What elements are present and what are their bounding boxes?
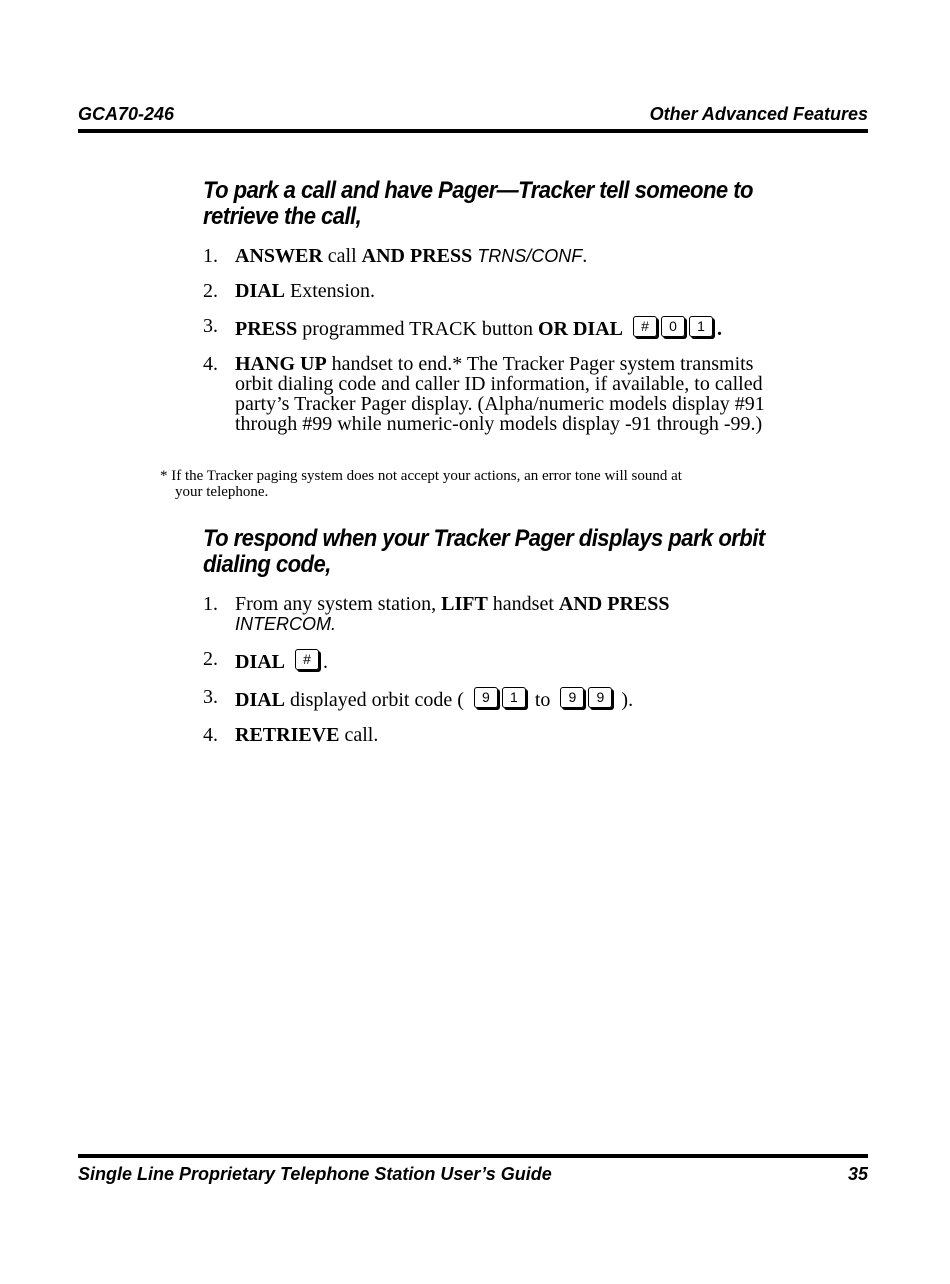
page-number: 35 [847, 1164, 868, 1184]
step-item: 2. DIAL # . [203, 648, 329, 673]
page-header [78, 104, 868, 133]
document-id: GCA70-246 [78, 104, 175, 124]
keypad-key-icon: 1 [689, 316, 713, 337]
step-item: 4. HANG UP handset to end.* The Tracker Pager system transmits orbit dialing code and caller ID information, if available, to called party’s Tracker Pager display. (Alpha/numeric models display #91 through #99 while numeric-only models display -91 through -99.) [203, 353, 765, 435]
keypad-key-icon: 9 [474, 687, 498, 708]
section-park-call [203, 178, 783, 449]
step-list [203, 594, 783, 745]
keypad-key-icon: 9 [560, 687, 584, 708]
page-footer [78, 1154, 868, 1185]
footnote: * If the Tracker paging system does not accept your actions, an error tone will sound at your telephone. [160, 468, 682, 500]
step-item: 3. PRESS programmed TRACK button OR DIAL # 0 1 . [203, 315, 722, 340]
step-list [203, 246, 783, 434]
keypad-key-icon: 9 [588, 687, 612, 708]
keypad-key-icon: # [295, 649, 319, 670]
keypad-key-icon: # [633, 316, 657, 337]
step-item: 4. RETRIEVE call. [203, 724, 379, 746]
section-respond-page [203, 526, 783, 760]
step-item: 1. From any system station, LIFT handset AND PRESS INTERCOM. [203, 593, 670, 634]
step-item: 1. ANSWER call AND PRESS TRNS/CONF. [203, 245, 588, 267]
keypad-key-icon: 0 [661, 316, 685, 337]
step-item: 3. DIAL displayed orbit code ( 9 1 to 9 9 ). [203, 686, 634, 711]
step-item: 2. DIAL Extension. [203, 280, 376, 302]
section-title: Other Advanced Features [649, 104, 868, 124]
section-heading: To park a call and have Pager—Tracker tell someone to retrieve the call, [203, 177, 753, 230]
keypad-key-icon: 1 [502, 687, 526, 708]
guide-title: Single Line Proprietary Telephone Station User’s Guide [78, 1164, 552, 1184]
section-heading: To respond when your Tracker Pager displays park orbit dialing code, [203, 525, 765, 578]
